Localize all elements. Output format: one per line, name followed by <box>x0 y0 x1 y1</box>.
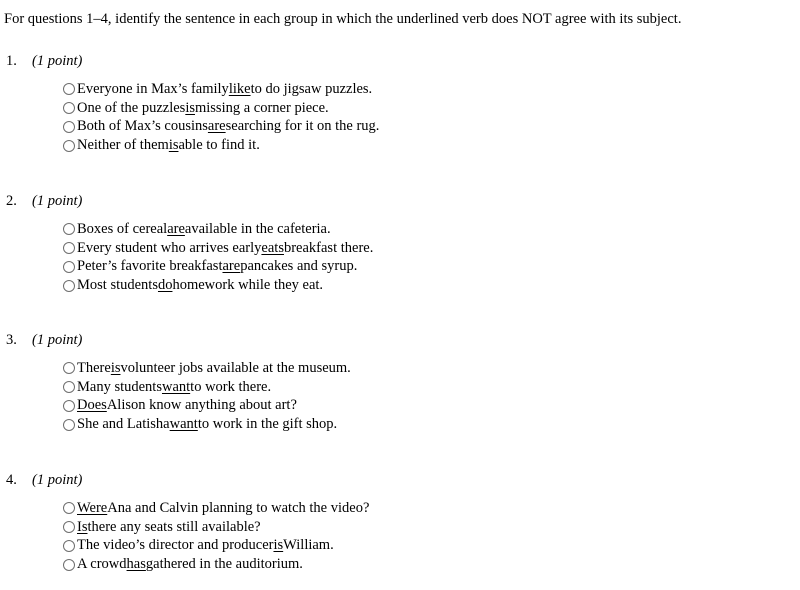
underlined-verb: are <box>222 258 241 275</box>
option-text-after: Ana and Calvin planning to watch the video? <box>107 499 370 516</box>
underlined-verb: is <box>185 99 195 116</box>
underlined-verb: are <box>207 118 226 135</box>
answer-option[interactable] <box>63 378 351 397</box>
underlined-verb: is <box>168 137 179 154</box>
answer-option[interactable] <box>63 359 351 378</box>
answer-option[interactable] <box>63 397 351 416</box>
radio-button[interactable] <box>63 362 75 374</box>
answer-option[interactable] <box>63 118 379 137</box>
radio-button[interactable] <box>63 280 75 292</box>
option-text-after: homework while they eat. <box>172 277 324 294</box>
underlined-verb: eats <box>261 239 284 256</box>
question-number: 1. <box>6 53 17 69</box>
answer-option[interactable] <box>63 499 369 518</box>
question-number: 2. <box>6 193 17 209</box>
radio-button[interactable] <box>63 521 75 533</box>
question-points: (1 point) <box>32 193 83 209</box>
option-text-after: volunteer jobs available at the museum. <box>120 359 351 376</box>
answer-option[interactable] <box>63 239 373 258</box>
option-text-before: One of the puzzles <box>77 99 186 116</box>
option-text-before: Most students <box>77 277 158 294</box>
option-text-after: missing a corner piece. <box>194 99 329 116</box>
question-points: (1 point) <box>32 472 83 488</box>
question-points: (1 point) <box>32 332 83 348</box>
answer-option[interactable] <box>63 518 369 537</box>
answer-options <box>63 80 379 155</box>
answer-option[interactable] <box>63 258 373 277</box>
radio-button[interactable] <box>63 261 75 273</box>
option-text-after: William. <box>283 537 334 554</box>
option-text-after: able to find it. <box>178 137 260 154</box>
question-number: 4. <box>6 472 17 488</box>
option-text-before: Many students <box>77 378 162 395</box>
option-text-after: to work there. <box>190 378 272 395</box>
radio-button[interactable] <box>63 223 75 235</box>
underlined-verb: Does <box>77 397 107 414</box>
instructions-text: For questions 1–4, identify the sentence in each group in which the underlined verb does NOT agree with its subject. <box>4 11 682 27</box>
option-text-before: There <box>77 359 111 376</box>
question-header <box>6 472 82 489</box>
underlined-verb: is <box>110 359 121 376</box>
answer-option[interactable] <box>63 80 379 99</box>
underlined-verb: is <box>273 537 284 554</box>
option-text-before: Every student who arrives early <box>77 239 262 256</box>
underlined-verb: want <box>161 378 191 395</box>
underlined-verb: like <box>228 80 251 97</box>
answer-options <box>63 220 373 295</box>
radio-button[interactable] <box>63 121 75 133</box>
answer-option[interactable] <box>63 555 369 574</box>
radio-button[interactable] <box>63 140 75 152</box>
question-points: (1 point) <box>32 53 83 69</box>
option-text-before: Boxes of cereal <box>77 220 168 237</box>
question-header <box>6 193 82 210</box>
answer-option[interactable] <box>63 136 379 155</box>
option-text-after: gathered in the auditorium. <box>145 556 303 573</box>
underlined-verb: Is <box>77 518 88 535</box>
answer-options <box>63 499 369 574</box>
option-text-after: searching for it on the rug. <box>225 118 380 135</box>
underlined-verb: do <box>157 277 173 294</box>
answer-option[interactable] <box>63 537 369 556</box>
option-text-before: Peter’s favorite breakfast <box>77 258 223 275</box>
option-text-before: Everyone in Max’s family <box>77 80 229 97</box>
option-text-after: there any seats still available? <box>87 518 261 535</box>
underlined-verb: Were <box>77 499 108 516</box>
answer-option[interactable] <box>63 99 379 118</box>
option-text-before: The video’s director and producer <box>77 537 274 554</box>
radio-button[interactable] <box>63 502 75 514</box>
radio-button[interactable] <box>63 102 75 114</box>
underlined-verb: want <box>169 416 198 433</box>
radio-button[interactable] <box>63 400 75 412</box>
option-text-before: Neither of them <box>77 137 169 154</box>
option-text-before: Both of Max’s cousins <box>77 118 208 135</box>
question-header <box>6 53 82 70</box>
radio-button[interactable] <box>63 559 75 571</box>
option-text-before: She and Latisha <box>77 416 170 433</box>
underlined-verb: are <box>167 220 185 237</box>
radio-button[interactable] <box>63 419 75 431</box>
radio-button[interactable] <box>63 83 75 95</box>
question-header <box>6 332 82 349</box>
answer-option[interactable] <box>63 220 373 239</box>
radio-button[interactable] <box>63 381 75 393</box>
option-text-before: A crowd <box>77 556 127 573</box>
radio-button[interactable] <box>63 242 75 254</box>
option-text-after: pancakes and syrup. <box>240 258 358 275</box>
option-text-after: to work in the gift shop. <box>197 416 338 433</box>
answer-option[interactable] <box>63 276 373 295</box>
option-text-after: Alison know anything about art? <box>106 397 297 414</box>
option-text-after: available in the cafeteria. <box>184 220 331 237</box>
answer-option[interactable] <box>63 415 351 434</box>
option-text-after: to do jigsaw puzzles. <box>250 80 373 97</box>
question-number: 3. <box>6 332 17 348</box>
option-text-after: breakfast there. <box>283 239 374 256</box>
radio-button[interactable] <box>63 540 75 552</box>
underlined-verb: has <box>126 556 146 573</box>
answer-options <box>63 359 351 434</box>
